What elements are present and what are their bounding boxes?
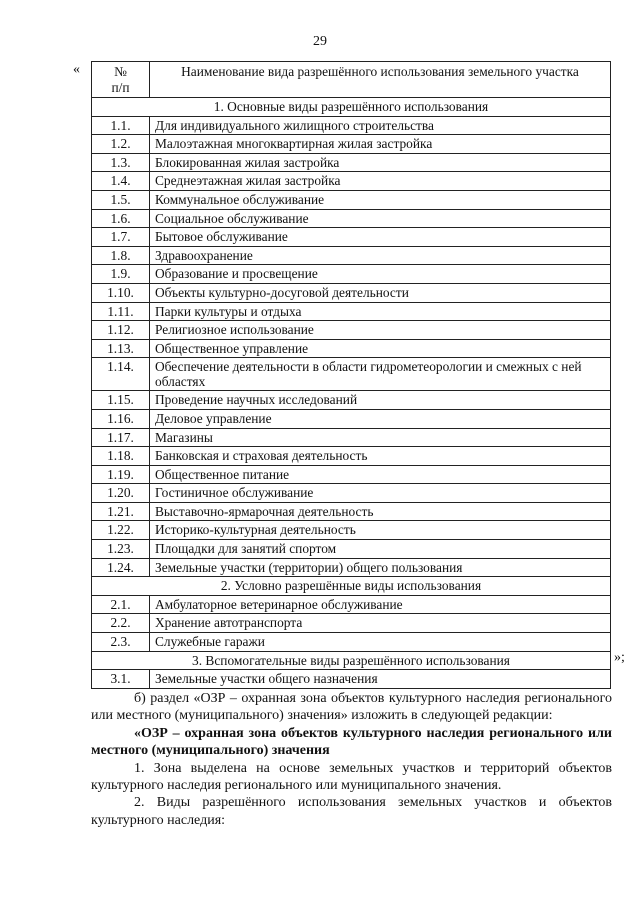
row-number: 1.19. <box>92 465 150 484</box>
row-number: 1.21. <box>92 502 150 521</box>
opening-quote: « <box>73 62 80 77</box>
row-number: 2.2. <box>92 614 150 633</box>
table-row <box>92 447 611 466</box>
table-row <box>92 670 611 689</box>
row-use-name: Блокированная жилая застройка <box>150 153 611 172</box>
row-number: 1.16. <box>92 409 150 428</box>
page-number: 29 <box>313 34 327 49</box>
table-row <box>92 595 611 614</box>
row-use-name: Парки культуры и отдыха <box>150 302 611 321</box>
table-row <box>92 540 611 559</box>
row-use-name: Образование и просвещение <box>150 265 611 284</box>
table-row <box>92 633 611 652</box>
row-number: 1.8. <box>92 246 150 265</box>
table-row <box>92 409 611 428</box>
zone-heading: «ОЗР – охранная зона объектов культурного наследия регионального или местного (муниципального) значения <box>91 725 612 759</box>
row-number: 1.4. <box>92 172 150 191</box>
row-number: 1.22. <box>92 521 150 540</box>
table-row <box>92 484 611 503</box>
table-row <box>92 502 611 521</box>
table-row <box>92 465 611 484</box>
row-number: 1.3. <box>92 153 150 172</box>
row-number: 1.7. <box>92 228 150 247</box>
row-use-name: Обеспечение деятельности в области гидрометеорологии и смежных с ней областях <box>150 358 611 391</box>
row-use-name: Площадки для занятий спортом <box>150 540 611 559</box>
row-number: 1.10. <box>92 283 150 302</box>
header-name-cell: Наименование вида разрешённого использования земельного участка <box>150 62 611 98</box>
table-row <box>92 190 611 209</box>
row-use-name: Выставочно-ярмарочная деятельность <box>150 502 611 521</box>
table-row <box>92 391 611 410</box>
paragraph-b: б) раздел «ОЗР – охранная зона объектов культурного наследия регионального или местного (муниципального) значения» изложить в следующей редакции: <box>91 691 612 724</box>
table-row <box>92 558 611 577</box>
row-use-name: Хранение автотранспорта <box>150 614 611 633</box>
row-number: 1.23. <box>92 540 150 559</box>
table-row <box>92 339 611 358</box>
table-row <box>92 172 611 191</box>
document-body-text <box>91 690 612 829</box>
row-use-name: Амбулаторное ветеринарное обслуживание <box>150 595 611 614</box>
paragraph-1: 1. Зона выделена на основе земельных участков и территорий объектов культурного наследия регионального или муниципального значения. <box>91 760 612 794</box>
table-row <box>92 265 611 284</box>
table-row <box>92 135 611 154</box>
row-number: 3.1. <box>92 670 150 689</box>
row-use-name: Историко-культурная деятельность <box>150 521 611 540</box>
row-use-name: Общественное управление <box>150 339 611 358</box>
row-use-name: Гостиничное обслуживание <box>150 484 611 503</box>
section-row <box>92 651 611 670</box>
row-number: 2.3. <box>92 633 150 652</box>
section-title: 2. Условно разрешённые виды использования <box>92 577 611 596</box>
row-use-name: Религиозное использование <box>150 321 611 340</box>
row-number: 1.18. <box>92 447 150 466</box>
row-use-name: Общественное питание <box>150 465 611 484</box>
table-row <box>92 283 611 302</box>
table-row <box>92 209 611 228</box>
row-number: 1.15. <box>92 391 150 410</box>
table-row <box>92 228 611 247</box>
table-row <box>92 358 611 391</box>
row-use-name: Коммунальное обслуживание <box>150 190 611 209</box>
row-use-name: Бытовое обслуживание <box>150 228 611 247</box>
row-number: 1.9. <box>92 265 150 284</box>
land-use-table-body <box>92 62 611 689</box>
row-number: 1.13. <box>92 339 150 358</box>
row-use-name: Здравоохранение <box>150 246 611 265</box>
row-number: 1.17. <box>92 428 150 447</box>
header-number-cell: № п/п <box>92 62 150 98</box>
row-number: 1.12. <box>92 321 150 340</box>
row-number: 1.1. <box>92 116 150 135</box>
row-use-name: Земельные участки (территории) общего пользования <box>150 558 611 577</box>
row-use-name: Малоэтажная многоквартирная жилая застройка <box>150 135 611 154</box>
table-header-row <box>92 62 611 98</box>
table-row <box>92 302 611 321</box>
row-use-name: Социальное обслуживание <box>150 209 611 228</box>
row-use-name: Проведение научных исследований <box>150 391 611 410</box>
table-row <box>92 521 611 540</box>
row-number: 1.5. <box>92 190 150 209</box>
table-row <box>92 321 611 340</box>
row-use-name: Объекты культурно-досуговой деятельности <box>150 283 611 302</box>
section-row <box>92 577 611 596</box>
section-title: 3. Вспомогательные виды разрешённого использования <box>92 651 611 670</box>
table-row <box>92 428 611 447</box>
row-number: 2.1. <box>92 595 150 614</box>
row-use-name: Среднеэтажная жилая застройка <box>150 172 611 191</box>
row-number: 1.24. <box>92 558 150 577</box>
row-number: 1.2. <box>92 135 150 154</box>
land-use-table <box>91 61 611 689</box>
row-use-name: Земельные участки общего назначения <box>150 670 611 689</box>
table-row <box>92 116 611 135</box>
row-number: 1.11. <box>92 302 150 321</box>
row-number: 1.14. <box>92 358 150 391</box>
closing-quote: »; <box>614 650 625 665</box>
row-use-name: Служебные гаражи <box>150 633 611 652</box>
table-row <box>92 153 611 172</box>
table-row <box>92 614 611 633</box>
row-number: 1.20. <box>92 484 150 503</box>
table-row <box>92 246 611 265</box>
section-row <box>92 98 611 117</box>
row-number: 1.6. <box>92 209 150 228</box>
row-use-name: Для индивидуального жилищного строительства <box>150 116 611 135</box>
row-use-name: Банковская и страховая деятельность <box>150 447 611 466</box>
row-use-name: Деловое управление <box>150 409 611 428</box>
row-use-name: Магазины <box>150 428 611 447</box>
section-title: 1. Основные виды разрешённого использования <box>92 98 611 117</box>
paragraph-2: 2. Виды разрешённого использования земельных участков и объектов культурного наследия: <box>91 795 612 828</box>
